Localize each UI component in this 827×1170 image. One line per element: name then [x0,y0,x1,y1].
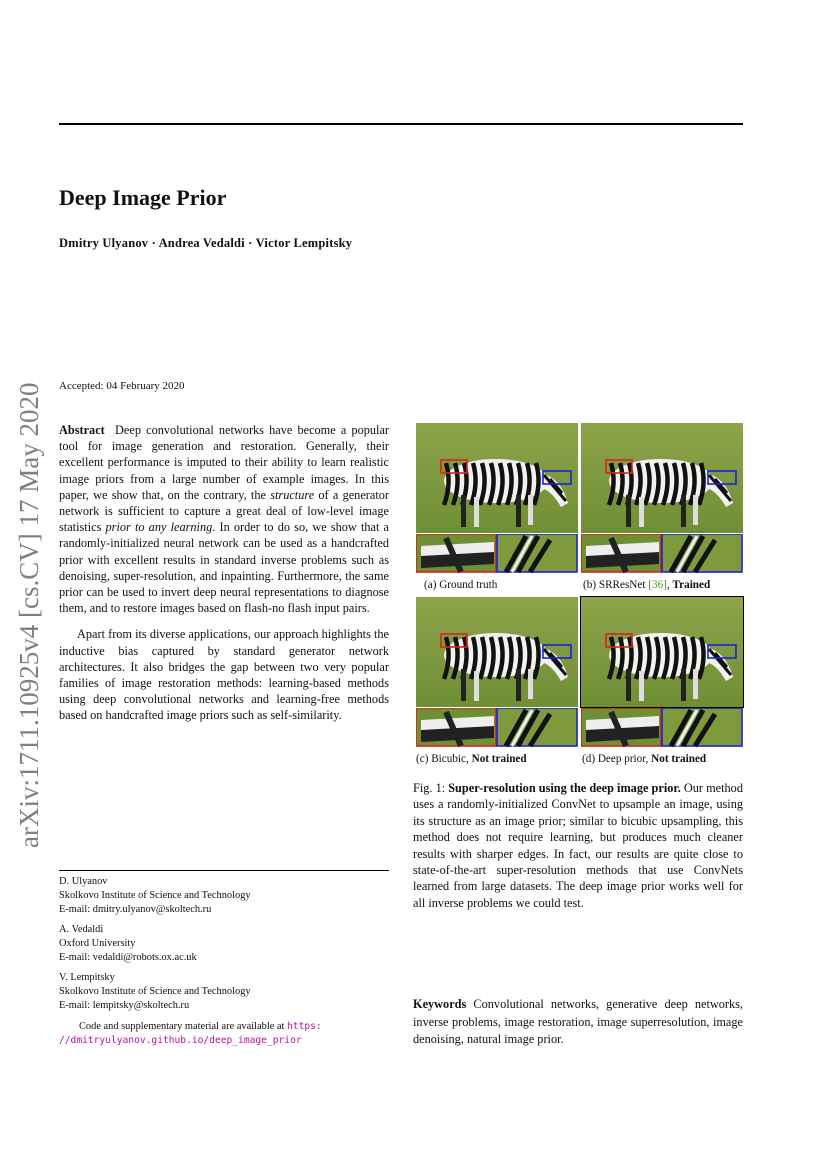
abstract-text: of a generator network is sufficient to capture a great deal of low-level image statistics [59,487,389,535]
accepted-date: Accepted: 04 February 2020 [59,380,185,392]
abstract-paragraph-1 [59,422,389,616]
affiliation-email: E-mail: vedaldi@robots.ox.ac.uk [59,951,197,963]
zebra-image [581,423,743,533]
figure-caption-text: Our method uses a randomly-initialized ConvNet to upsample an image, using its structure as an image prior; similar to bicubic upsampling, this method does not require learning, but produces much cleaner results with sharper edges. In fact, our results are quite close to state-of-the-art super-resolution methods that use ConvNets learned from large datasets. The deep image prior works well for all inverse problems we could test. [413,781,743,910]
affiliation-institution: Oxford University [59,937,136,949]
figure-caption [413,780,743,911]
keywords-heading: Keywords [413,997,467,1011]
abstract-emphasis: prior to any learning [105,520,213,535]
affiliation-lempitsky [59,971,389,1012]
affiliation-name: D. Ulyanov [59,876,108,887]
zebra-image [416,423,578,533]
subcaption-d: (d) Deep prior, Not trained [582,753,707,765]
abstract-emphasis: structure [270,487,315,502]
subcaption-b: (b) SRResNet [36], Trained [583,579,711,591]
affiliation-name: A. Vedaldi [59,924,104,935]
affiliation-email: E-mail: dmitry.ulyanov@skoltech.ru [59,903,212,915]
panel-srresnet [581,423,743,573]
abstract-paragraph-2: Apart from its diverse applications, our approach highlights the inductive bias captured by standard generator network architectures. It also bridges the gap between two very popular families of image restoration methods: learning-based methods using deep convolutional networks and learning-free methods based on handcrafted image priors such as self-similarity. [59,627,389,723]
keywords-text: Convolutional networks, generative deep networks, inverse problems, image restoration, image superresolution, image denoising, natural image prior. [413,997,743,1046]
panel-ground-truth [416,423,578,573]
code-note-text: Code and supplementary material are available at [79,1021,288,1032]
affiliation-ulyanov [59,875,389,916]
zoom-crops [416,534,578,574]
keywords-section [413,996,743,1049]
figure-label: Fig. 1: [413,781,449,795]
panel-bicubic [416,597,578,747]
affiliation-institution: Skolkovo Institute of Science and Technology [59,985,251,997]
zoom-crops [581,708,743,748]
affiliation-email: E-mail: lempitsky@skoltech.ru [59,999,190,1011]
zoom-crops [581,534,743,574]
subcaption-a: (a) Ground truth [424,579,498,591]
abstract-heading: Abstract [59,423,105,437]
affiliation-institution: Skolkovo Institute of Science and Technology [59,889,251,901]
zebra-image [581,597,743,707]
abstract-text: Deep convolutional networks have become a popular tool for image generation and restoration. Generally, their excellent performance is imputed to their ability to learn realistic image priors from a large number of example images. In this paper, we show that, on the contrary, the [59,423,389,502]
author-list: Dmitry Ulyanov · Andrea Vedaldi · Victor Lempitsky [59,236,353,250]
zebra-image [416,597,578,707]
top-rule [59,123,743,125]
affiliation-vedaldi [59,923,389,964]
figure-caption-title: Super-resolution using the deep image prior. [448,781,681,795]
panel-deep-prior [581,597,743,747]
paper-title: Deep Image Prior [59,185,227,210]
project-url-link[interactable]: //dmitryulyanov.github.io/deep_image_prior [59,1035,302,1046]
citation-link[interactable]: [36] [648,579,667,591]
abstract-text: . In order to do so, we show that a randomly-initialized neural network can be used as a handcrafted prior with excellent results in standard inverse problems such as denoising, super-resolution, and inpainting. Furthermore, the same prior can be used to invert deep neural representations to diagnose them, and to restore images based on flash-no flash input pairs. [59,520,389,616]
abstract-section [59,422,389,734]
zoom-crops [416,708,578,748]
code-availability-note [59,1020,399,1048]
affiliation-name: V. Lempitsky [59,972,115,983]
subcaption-c: (c) Bicubic, Not trained [416,753,527,765]
project-url-link[interactable]: https: [287,1021,322,1032]
footnote-rule [59,870,389,871]
arxiv-stamp: arXiv:1711.10925v4 [cs.CV] 17 May 2020 [14,382,44,848]
